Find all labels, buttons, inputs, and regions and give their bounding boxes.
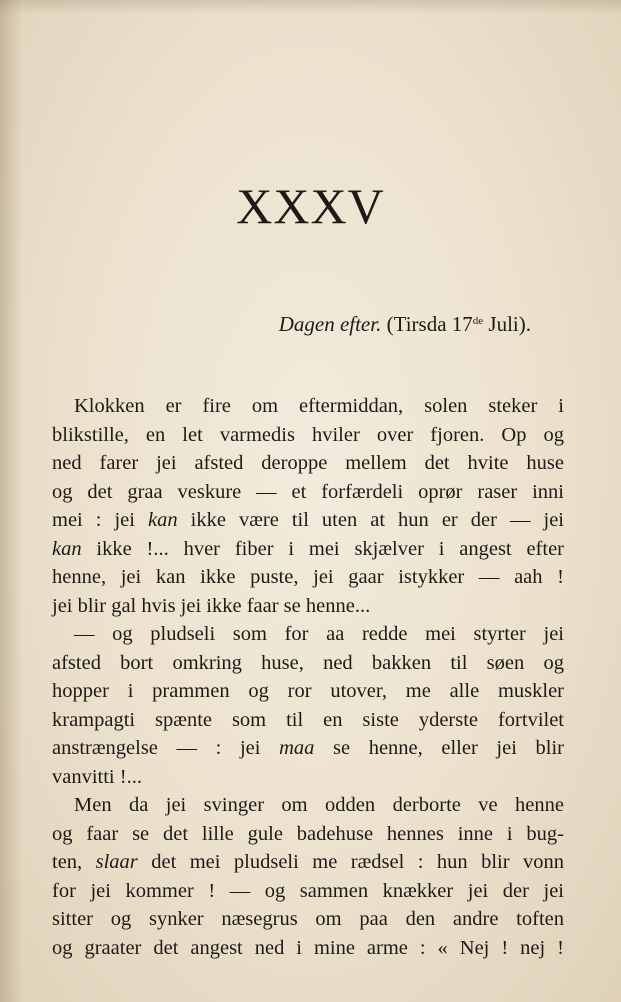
page-edge-shadow bbox=[0, 0, 22, 1002]
text-line bbox=[52, 506, 564, 535]
text-line bbox=[52, 877, 564, 906]
text-line bbox=[52, 649, 564, 678]
text-segment: ikke !... hver fiber i mei skjælver i angest efter bbox=[81, 537, 564, 560]
dateline-superscript: de bbox=[472, 315, 484, 327]
text-segment: ned farer jei afsted deroppe mellem det hvite huse bbox=[52, 452, 564, 474]
text-segment: ten, bbox=[52, 851, 96, 873]
text-segment: blikstille, en let varmedis hviler over fjoren. Op og bbox=[52, 423, 564, 446]
text-line bbox=[52, 734, 564, 763]
text-line bbox=[52, 592, 564, 621]
text-segment: — og pludseli som for aa redde mei styrter jei bbox=[74, 623, 564, 645]
text-line bbox=[52, 535, 564, 564]
text-line bbox=[52, 905, 564, 934]
text-line bbox=[52, 820, 564, 849]
text-line bbox=[52, 421, 564, 450]
text-segment: se henne, eller jei blir bbox=[314, 737, 564, 759]
text-line bbox=[52, 620, 564, 649]
text-line bbox=[52, 706, 564, 735]
text-segment: henne, jei kan ikke puste, jei gaar istykker — aah ! bbox=[52, 566, 564, 588]
text-segment: og det graa veskure — et forfærdeli oprør raser inni bbox=[52, 480, 564, 503]
dateline bbox=[0, 306, 531, 339]
text-segment: og faar se det lille gule badehuse hennes inne i bug- bbox=[52, 822, 564, 845]
text-segment: for jei kommer ! — og sammen knækker jei der jei bbox=[52, 879, 564, 902]
text-segment: afsted bort omkring huse, ned bakken til søen og bbox=[52, 651, 564, 674]
text-line bbox=[52, 763, 564, 792]
text-segment: krampagti spænte som til en siste yderste fortvilet bbox=[52, 708, 564, 731]
text-segment: ikke være til uten at hun er der — jei bbox=[177, 509, 564, 531]
text-segment: Men da jei svinger om odden derborte ve henne bbox=[74, 794, 564, 816]
italic-word: slaar bbox=[95, 851, 138, 873]
text-segment: mei : jei bbox=[52, 509, 148, 531]
text-segment: hopper i prammen og ror utover, me alle muskler bbox=[52, 680, 564, 702]
dateline-italic: Dagen efter. bbox=[278, 312, 382, 336]
text-line bbox=[52, 449, 564, 478]
body-text bbox=[52, 392, 564, 962]
dateline-text: (Tirsda 17 bbox=[386, 312, 473, 336]
page-top-shadow bbox=[0, 0, 621, 14]
italic-word: kan bbox=[148, 509, 178, 531]
text-line bbox=[52, 563, 564, 592]
text-line bbox=[52, 677, 564, 706]
text-segment: anstrængelse — : jei bbox=[52, 737, 280, 759]
text-line bbox=[52, 478, 564, 507]
text-segment: og graater det angest ned i mine arme : « Nej ! nej ! bbox=[52, 936, 564, 959]
text-segment: sitter og synker næsegrus om paa den andre toften bbox=[52, 908, 564, 930]
text-segment: vanvitti !... bbox=[52, 765, 142, 788]
text-segment: Klokken er fire om eftermiddan, solen steker i bbox=[74, 395, 564, 417]
italic-word: maa bbox=[279, 737, 315, 759]
text-line bbox=[52, 392, 564, 421]
text-segment: jei blir gal hvis jei ikke faar se henne... bbox=[52, 594, 371, 617]
text-line bbox=[52, 791, 564, 820]
dateline-text-end: Juli). bbox=[483, 312, 531, 336]
text-line bbox=[52, 848, 564, 877]
italic-word: kan bbox=[52, 537, 82, 560]
text-line bbox=[52, 934, 564, 963]
chapter-heading: XXXV bbox=[236, 178, 385, 234]
text-segment: det mei pludseli me rædsel : hun blir vonn bbox=[137, 851, 564, 873]
